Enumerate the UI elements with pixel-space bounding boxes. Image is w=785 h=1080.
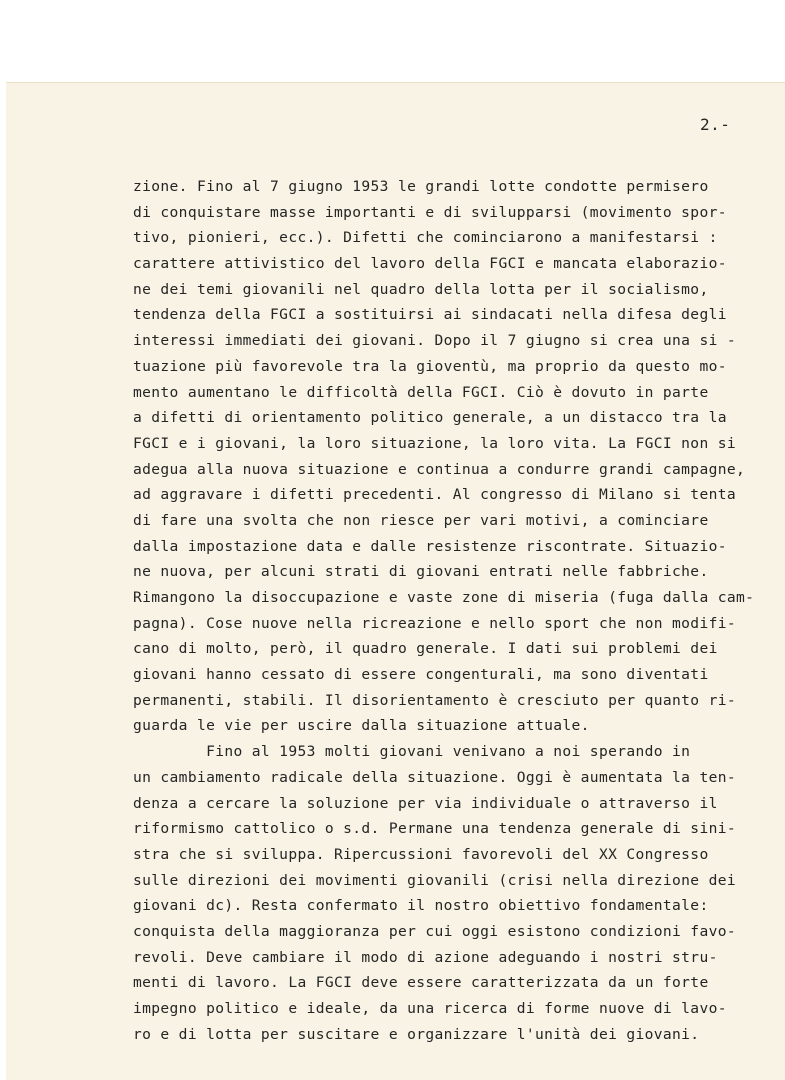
text-line: giovani hanno cessato di essere congenturali, ma sono diventati [133, 666, 709, 684]
text-line: a difetti di orientamento politico generale, a un distacco tra la [133, 409, 727, 427]
text-line: denza a cercare la soluzione per via individuale o attraverso il [133, 794, 718, 812]
text-line: di fare una svolta che non riesce per vari motivi, a cominciare [133, 511, 709, 529]
page-number: 2.- [700, 115, 731, 134]
text-line: sulle direzioni dei movimenti giovanili (crisi nella direzione dei [133, 871, 736, 889]
text-line: di conquistare masse importanti e di svilupparsi (movimento spor- [133, 203, 727, 221]
text-line: conquista della maggioranza per cui oggi esistono condizioni favo- [133, 922, 736, 940]
text-line: stra che si sviluppa. Ripercussioni favorevoli del XX Congresso [133, 845, 709, 863]
text-line: impegno politico e ideale, da una ricerca di forme nuove di lavo- [133, 1000, 727, 1017]
text-line: adegua alla nuova situazione e continua a condurre grandi campagne, [133, 460, 746, 478]
text-line: interessi immediati dei giovani. Dopo il 7 giugno si crea una si - [133, 332, 736, 350]
text-line: pagna). Cose nuove nella ricreazione e nello sport che non modifi- [133, 614, 736, 632]
text-line: un cambiamento radicale della situazione. Oggi è aumentata la ten- [133, 768, 736, 786]
text-line: carattere attivistico del lavoro della FGCI e mancata elaborazio- [133, 255, 727, 273]
text-line: permanenti, stabili. Il disorientamento è cresciuto per quanto ri- [133, 691, 736, 709]
text-line: Rimangono la disoccupazione e vaste zone di miseria (fuga dalla cam- [133, 589, 755, 606]
text-line: Fino al 1953 molti giovani venivano a noi sperando in [133, 743, 691, 761]
text-line: guarda le vie per uscire dalla situazione attuale. [133, 717, 590, 735]
text-line: FGCI e i giovani, la loro situazione, la loro vita. La FGCI non si [133, 434, 736, 452]
text-line: zione. Fino al 7 giugno 1953 le grandi lotte condotte permisero [133, 178, 709, 195]
text-line: giovani dc). Resta confermato il nostro obiettivo fondamentale: [133, 897, 709, 915]
text-line: tuazione più favorevole tra la gioventù, ma proprio da questo mo- [133, 357, 727, 375]
typed-text-body [133, 174, 763, 1047]
text-line: menti di lavoro. La FGCI deve essere caratterizzata da un forte [133, 974, 709, 992]
text-line: revoli. Deve cambiare il modo di azione adeguando i nostri stru- [133, 948, 718, 966]
text-line: ad aggravare i difetti precedenti. Al congresso di Milano si tenta [133, 486, 736, 504]
text-line: cano di molto, però, il quadro generale. I dati sui problemi dei [133, 640, 718, 658]
text-line: ro e di lotta per suscitare e organizzare l'unità dei giovani. [133, 1025, 700, 1043]
text-line: tivo, pionieri, ecc.). Difetti che cominciarono a manifestarsi : [133, 229, 718, 247]
text-line: mento aumentano le difficoltà della FGCI. Ciò è dovuto in parte [133, 383, 709, 401]
text-line: ne dei temi giovanili nel quadro della lotta per il socialismo, [133, 280, 709, 298]
text-line: ne nuova, per alcuni strati di giovani entrati nelle fabbriche. [133, 563, 709, 581]
text-line: dalla impostazione data e dalle resistenze riscontrate. Situazio- [133, 537, 727, 555]
text-line: tendenza della FGCI a sostituirsi ai sindacati nella difesa degli [133, 306, 727, 324]
text-line: riformismo cattolico o s.d. Permane una tendenza generale di sini- [133, 820, 736, 838]
